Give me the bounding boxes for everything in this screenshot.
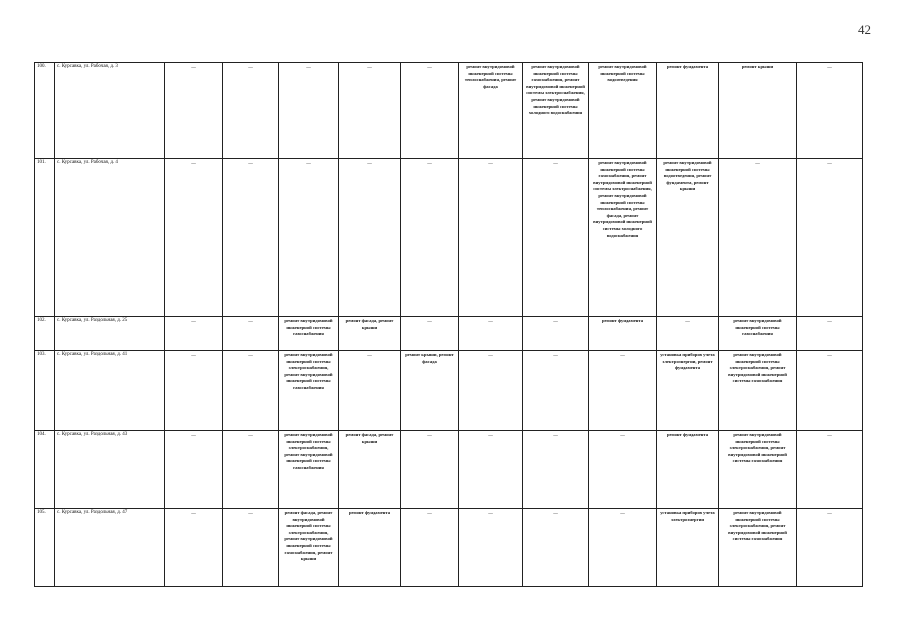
table-cell: — [523, 431, 589, 509]
row-address: с. Курсавка, ул. Раздольная, д. 43 [55, 431, 165, 509]
table-cell: ремонт фасада, ремонт крыши [339, 431, 401, 509]
table-cell: — [165, 431, 223, 509]
table-cell: — [459, 317, 523, 351]
table-row [35, 317, 863, 351]
row-number: 102. [35, 317, 55, 351]
table-cell: — [223, 431, 279, 509]
table-cell: — [339, 63, 401, 159]
table-cell: ремонт фундамента [657, 431, 719, 509]
row-number: 105. [35, 509, 55, 587]
table-cell: — [459, 431, 523, 509]
page-number: 42 [858, 22, 871, 37]
table-row [35, 159, 863, 317]
table-cell: — [719, 159, 797, 317]
table-cell: — [279, 63, 339, 159]
table-cell: ремонт внутридомовой инженерной системы водоотведения [589, 63, 657, 159]
table-cell: — [797, 63, 863, 159]
table-cell: — [797, 509, 863, 587]
row-address: с. Курсавка, ул. Раздольная, д. 25 [55, 317, 165, 351]
table-cell: — [797, 431, 863, 509]
table-cell: — [589, 509, 657, 587]
table-cell: ремонт внутридомовой инженерной системы электроснабжения, ремонт внутридомовой инженерной системы газоснабжения [279, 431, 339, 509]
table-cell: — [401, 431, 459, 509]
table-cell: — [165, 159, 223, 317]
row-number: 104. [35, 431, 55, 509]
table-cell: — [165, 63, 223, 159]
row-number: 101. [35, 159, 55, 317]
table-cell: — [165, 317, 223, 351]
table-cell: — [223, 509, 279, 587]
table-cell: — [523, 317, 589, 351]
row-address: с. Курсавка, ул. Рабочая, д. 4 [55, 159, 165, 317]
table-cell: — [223, 351, 279, 431]
table-cell: — [401, 159, 459, 317]
table-cell: — [401, 317, 459, 351]
table-row [35, 351, 863, 431]
row-address: с. Курсавка, ул. Раздольная, д. 41 [55, 351, 165, 431]
table-row [35, 431, 863, 509]
table-cell: ремонт внутридомовой инженерной системы теплоснабжения, ремонт фасада [459, 63, 523, 159]
table-cell: — [797, 159, 863, 317]
table-cell: — [165, 509, 223, 587]
table-cell: — [459, 159, 523, 317]
table-cell: ремонт внутридомовой инженерной системы электроснабжения, ремонт внутридомовой инженерной системы газоснабжения [719, 351, 797, 431]
table-cell: ремонт внутридомовой инженерной системы газоснабжения, ремонт внутридомовой инженерной системы электроснабжения, ремонт внутридомовой инженерной системы холодного водоснабжения [523, 63, 589, 159]
table-cell: установка приборов учета электроэнергии, ремонт фундамента [657, 351, 719, 431]
table-cell: — [339, 159, 401, 317]
table-cell: ремонт фундамента [339, 509, 401, 587]
table-cell: ремонт фасада, ремонт внутридомовой инженерной системы электроснабжения, ремонт внутридомовой инженерной системы газоснабжения, ремонт крыши [279, 509, 339, 587]
table-cell: — [223, 317, 279, 351]
table-cell: — [523, 351, 589, 431]
row-address: с. Курсавка, ул. Раздольная, д. 47 [55, 509, 165, 587]
table-cell: ремонт крыши, ремонт фасада [401, 351, 459, 431]
table-cell: — [401, 63, 459, 159]
table-cell: — [279, 159, 339, 317]
table-cell: — [523, 159, 589, 317]
table-cell: — [165, 351, 223, 431]
row-number: 103. [35, 351, 55, 431]
table-cell: — [223, 159, 279, 317]
table-cell: установка приборов учета электроэнергии [657, 509, 719, 587]
table-cell: — [657, 317, 719, 351]
table-row [35, 509, 863, 587]
table-cell: — [223, 63, 279, 159]
table-cell: — [459, 351, 523, 431]
table-cell: — [401, 509, 459, 587]
table-cell: ремонт крыши [719, 63, 797, 159]
table-row [35, 63, 863, 159]
table-cell: — [589, 351, 657, 431]
table-cell: ремонт внутридомовой инженерной системы водоотведения, ремонт фундамента, ремонт крыши [657, 159, 719, 317]
table-cell: — [339, 351, 401, 431]
row-address: с. Курсавка, ул. Рабочая, д. 3 [55, 63, 165, 159]
table-cell: — [523, 509, 589, 587]
table-cell: ремонт внутридомовой инженерной системы электроснабжения, ремонт внутридомовой инженерной системы газоснабжения [719, 431, 797, 509]
row-number: 100. [35, 63, 55, 159]
table-cell: ремонт внутридомовой инженерной системы газоснабжения [719, 317, 797, 351]
table-cell: ремонт фундамента [657, 63, 719, 159]
table-cell: — [797, 351, 863, 431]
repair-schedule-table [34, 62, 863, 587]
table-cell: ремонт внутридомовой инженерной системы электроснабжения, ремонт внутридомовой инженерной системы газоснабжения [279, 351, 339, 431]
table-cell: ремонт внутридомовой инженерной системы электроснабжения, ремонт внутридомовой инженерной системы газоснабжения [719, 509, 797, 587]
table-cell: ремонт внутридомовой инженерной системы газоснабжения [279, 317, 339, 351]
table-cell: — [459, 509, 523, 587]
table-cell: ремонт фасада, ремонт крыши [339, 317, 401, 351]
table-cell: — [589, 431, 657, 509]
table-cell: ремонт фундамента [589, 317, 657, 351]
table-cell: ремонт внутридомовой инженерной системы газоснабжения, ремонт внутридомовой инженерной системы электроснабжения, ремонт внутридомовой инженерной системы теплоснабжения, ремонт фасада, ремонт внутридомовой инженерной системы холодного водоснабжения [589, 159, 657, 317]
table-cell: — [797, 317, 863, 351]
